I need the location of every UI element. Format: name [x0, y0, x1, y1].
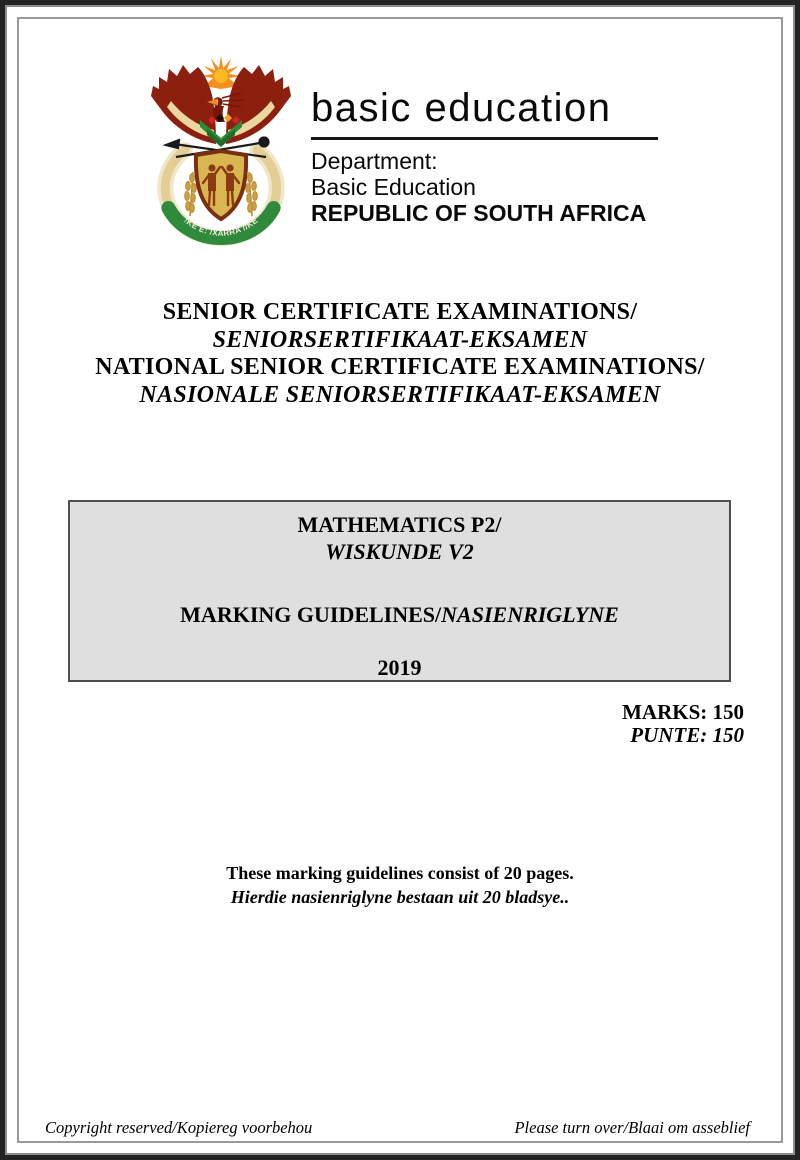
doc-type-line	[70, 601, 729, 628]
marks-af: PUNTE: 150	[630, 723, 744, 747]
marks-block	[622, 701, 744, 747]
title-line-1: SENIOR CERTIFICATE EXAMINATIONS/	[162, 299, 638, 325]
dept-line-1: Department:	[311, 148, 438, 174]
footer-copyright: Copyright reserved/Kopiereg voorbehou	[45, 1118, 313, 1137]
pages-note-af: Hierdie nasienriglyne bestaan uit 20 bladsye..	[230, 887, 570, 907]
title-line-4: NASIONALE SENIORSERTIFIKAAT-EKSAMEN	[139, 381, 661, 408]
doc-type-en: MARKING GUIDELINES/	[180, 602, 442, 627]
wordmark-underline	[311, 137, 658, 140]
dept-line-3: REPUBLIC OF SOUTH AFRICA	[311, 200, 647, 226]
page-footer	[45, 1118, 750, 1138]
title-line-2: SENIORSERTIFIKAAT-EKSAMEN	[212, 326, 588, 353]
department-header	[145, 56, 658, 246]
wordmark: basic education	[311, 86, 612, 130]
exam-year: 2019	[377, 655, 422, 680]
footer-turn-over: Please turn over/Blaai om asseblief	[514, 1118, 750, 1137]
exam-title-block	[0, 299, 800, 409]
title-line-3: NATIONAL SENIOR CERTIFICATE EXAMINATIONS/	[95, 354, 705, 380]
doc-type-af: NASIENRIGLYNE	[441, 602, 619, 627]
dept-line-2: Basic Education	[311, 174, 476, 200]
subject-en: MATHEMATICS P2/	[297, 512, 502, 537]
pages-note-en: These marking guidelines consist of 20 pages.	[226, 863, 574, 883]
department-wordmark-block	[311, 56, 658, 226]
emblem-motto: !KE E: /XARRA //KE	[182, 215, 260, 239]
south-africa-coat-of-arms-icon	[145, 56, 297, 246]
marks-en: MARKS: 150	[622, 700, 744, 724]
pages-note	[0, 861, 800, 909]
subject-af: WISKUNDE V2	[325, 539, 474, 564]
subject-box	[68, 500, 731, 682]
